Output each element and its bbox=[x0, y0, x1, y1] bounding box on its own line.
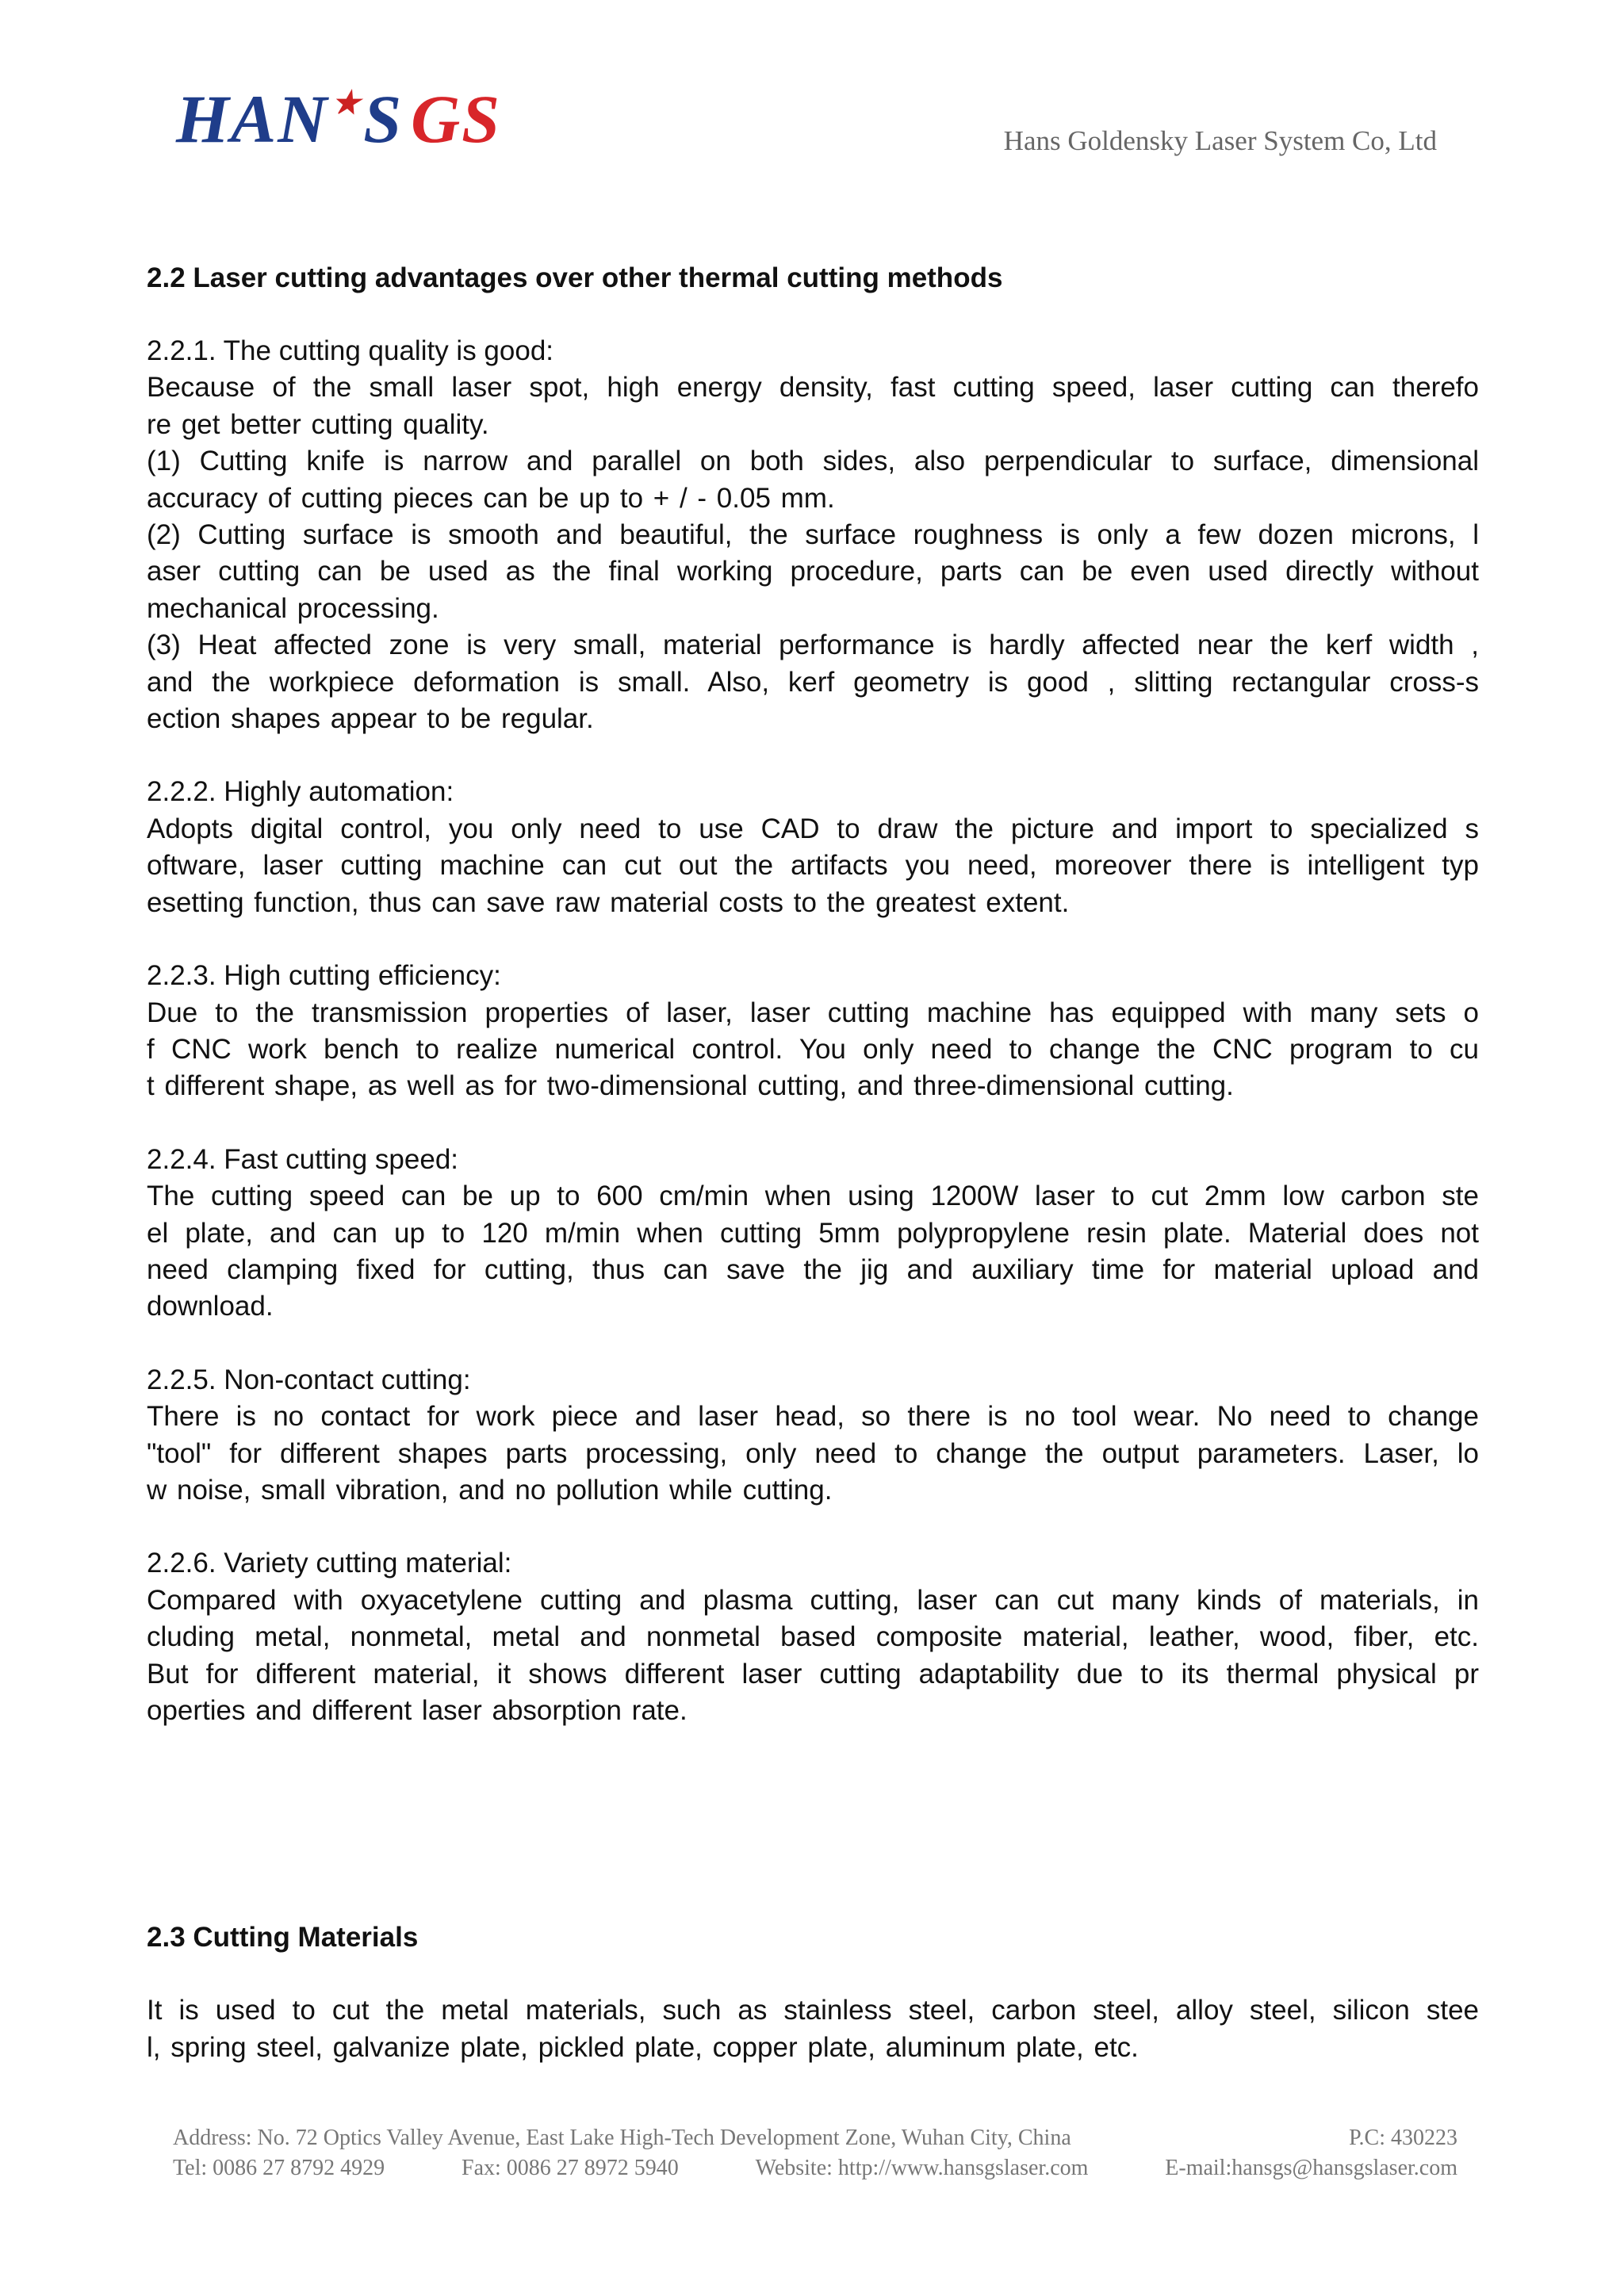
section-2-2-title: 2.2 Laser cutting advantages over other thermal cutting methods bbox=[147, 262, 1003, 293]
item-heading: 2.2.5. Non-contact cutting: bbox=[147, 1364, 471, 1395]
item-paragraph bbox=[147, 995, 1479, 1105]
item-heading: 2.2.1. The cutting quality is good: bbox=[147, 335, 554, 366]
item-heading: 2.2.3. High cutting efficiency: bbox=[147, 960, 501, 992]
item-paragraph bbox=[147, 1582, 1479, 1730]
footer-tel: Tel: 0086 27 8792 4929 bbox=[173, 2156, 385, 2180]
text-line: need clamping fixed for cutting, thus can save the jig and auxiliary time for material upload and bbox=[147, 1253, 1479, 1285]
text-line: download. bbox=[147, 1291, 274, 1322]
section-2-3-paragraph bbox=[147, 1992, 1479, 2066]
text-line: (3) Heat affected zone is very small, material performance is hardly affected near the kerf width , bbox=[147, 629, 1479, 661]
text-line: Adopts digital control, you only need to use CAD to draw the picture and import to specialized s bbox=[147, 813, 1479, 844]
logo-han-text: HAN bbox=[176, 81, 329, 157]
footer-email: E-mail:hansgs@hansgslaser.com bbox=[1165, 2156, 1457, 2180]
footer-address: Address: No. 72 Optics Valley Avenue, East Lake High-Tech Development Zone, Wuhan City, China bbox=[173, 2126, 1071, 2150]
item-paragraph bbox=[147, 1399, 1479, 1509]
item-paragraph bbox=[147, 369, 1479, 737]
text-line: operties and different laser absorption rate. bbox=[147, 1695, 688, 1726]
item-heading: 2.2.2. Highly automation: bbox=[147, 776, 454, 808]
text-line: (1) Cutting knife is narrow and parallel on both sides, also perpendicular to surface, dimensional bbox=[147, 446, 1479, 477]
text-line: But for different material, it shows different laser cutting adaptability due to its thermal physical pr bbox=[147, 1658, 1479, 1689]
footer-fax: Fax: 0086 27 8972 5940 bbox=[462, 2156, 679, 2180]
text-line: Compared with oxyacetylene cutting and plasma cutting, laser can cut many kinds of materials, in bbox=[147, 1584, 1479, 1616]
logo-star-icon: ★ bbox=[331, 85, 362, 121]
logo-gs-text: GS bbox=[411, 81, 502, 157]
text-line: "tool" for different shapes parts processing, only need to change the output parameters. Laser, lo bbox=[147, 1437, 1479, 1469]
text-line: ection shapes appear to be regular. bbox=[147, 703, 594, 735]
text-line: t different shape, as well as for two-dimensional cutting, and three-dimensional cutting. bbox=[147, 1070, 1234, 1102]
company-logo bbox=[176, 79, 501, 159]
text-line: (2) Cutting surface is smooth and beautiful, the surface roughness is only a few dozen microns, l bbox=[147, 519, 1479, 551]
item-heading: 2.2.6. Variety cutting material: bbox=[147, 1548, 512, 1579]
text-line: There is no contact for work piece and laser head, so there is no tool wear. No need to change bbox=[147, 1401, 1479, 1433]
section-2-3-title: 2.3 Cutting Materials bbox=[147, 1922, 419, 1954]
text-line: aser cutting can be used as the final working procedure, parts can be even used directly without bbox=[147, 556, 1479, 587]
footer-postcode: P.C: 430223 bbox=[1349, 2126, 1457, 2150]
text-line: esetting function, thus can save raw material costs to the greatest extent. bbox=[147, 886, 1070, 918]
item-paragraph bbox=[147, 811, 1479, 921]
text-line: l, spring steel, galvanize plate, pickled plate, copper plate, aluminum plate, etc. bbox=[147, 2031, 1139, 2063]
text-line: re get better cutting quality. bbox=[147, 408, 489, 440]
text-line: oftware, laser cutting machine can cut out the artifacts you need, moreover there is intelligent typ bbox=[147, 850, 1479, 882]
item-paragraph bbox=[147, 1178, 1479, 1326]
text-line: mechanical processing. bbox=[147, 592, 439, 624]
text-line: f CNC work bench to realize numerical control. You only need to change the CNC program to cu bbox=[147, 1033, 1479, 1065]
text-line: Because of the small laser spot, high energy density, fast cutting speed, laser cutting can therefo bbox=[147, 372, 1479, 404]
text-line: cluding metal, nonmetal, metal and nonmetal based composite material, leather, wood, fiber, etc. bbox=[147, 1621, 1479, 1653]
page-footer bbox=[173, 2123, 1457, 2183]
document-body bbox=[147, 260, 1479, 2066]
text-line: and the workpiece deformation is small. Also, kerf geometry is good , slitting rectangular cross-s bbox=[147, 666, 1479, 698]
footer-website: Website: http://www.hansgslaser.com bbox=[755, 2156, 1089, 2180]
company-name: Hans Goldensky Laser System Co, Ltd bbox=[1003, 125, 1437, 156]
text-line: It is used to cut the metal materials, such as stainless steel, carbon steel, alloy steel, silicon stee bbox=[147, 1995, 1479, 2026]
text-line: Due to the transmission properties of laser, laser cutting machine has equipped with many sets o bbox=[147, 997, 1479, 1028]
item-heading: 2.2.4. Fast cutting speed: bbox=[147, 1143, 459, 1175]
text-line: The cutting speed can be up to 600 cm/min when using 1200W laser to cut 2mm low carbon ste bbox=[147, 1181, 1479, 1212]
text-line: w noise, small vibration, and no pollution while cutting. bbox=[147, 1474, 833, 1506]
text-line: accuracy of cutting pieces can be up to + / - 0.05 mm. bbox=[147, 482, 835, 514]
text-line: el plate, and can up to 120 m/min when cutting 5mm polypropylene resin plate. Material does not bbox=[147, 1217, 1479, 1249]
logo-s-text: S bbox=[363, 81, 404, 157]
